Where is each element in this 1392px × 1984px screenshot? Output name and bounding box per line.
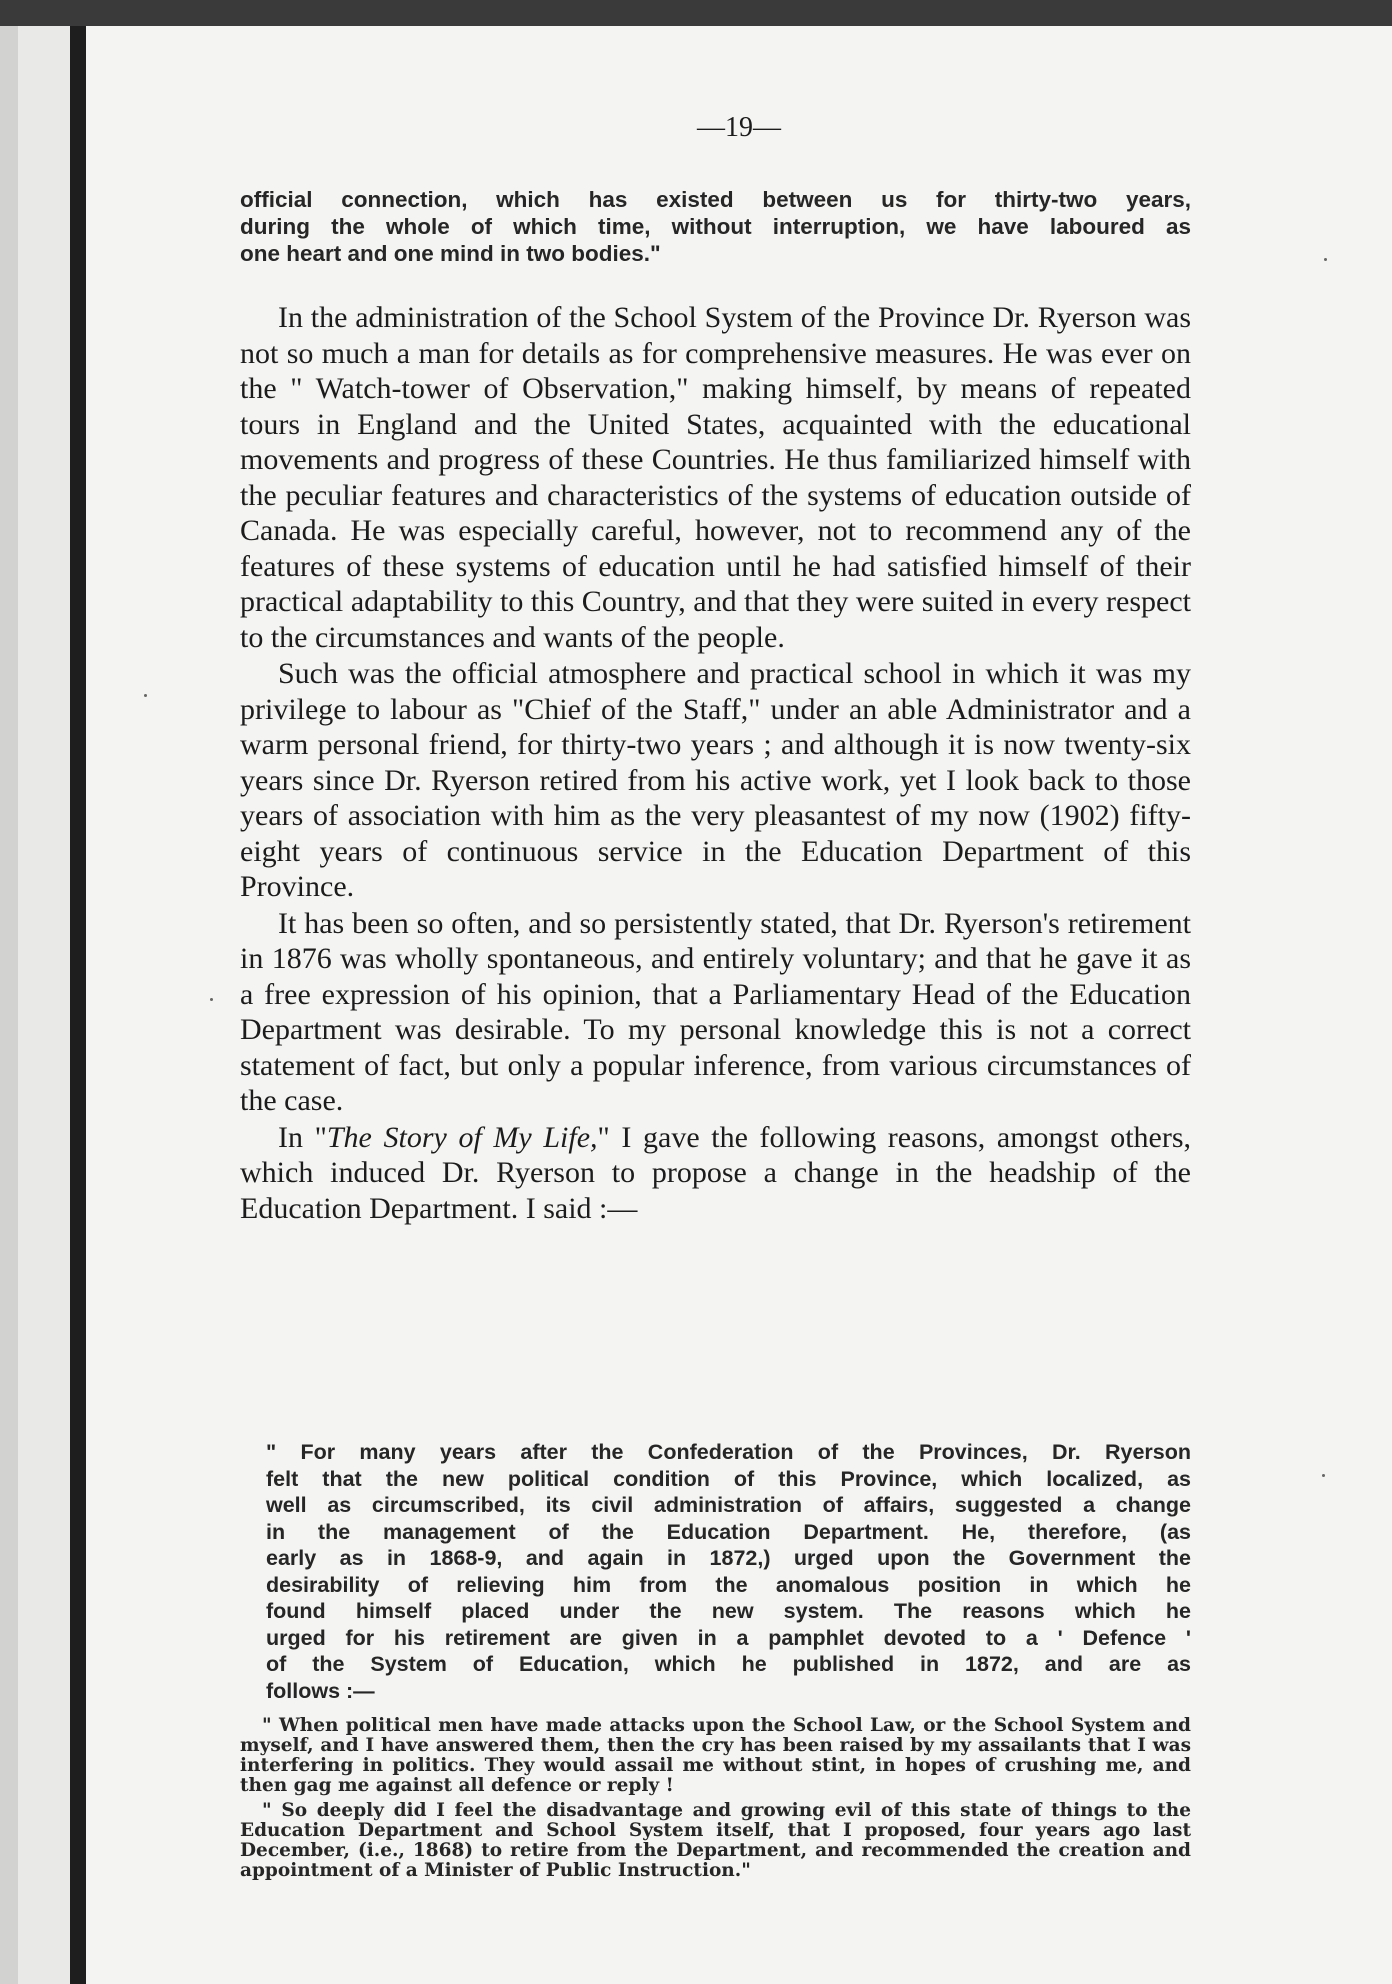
book-gutter [70, 26, 86, 1984]
quote-line: desirability of relieving him from the anomalous position in which he [266, 1572, 1191, 1597]
story-prefix: In " [278, 1120, 327, 1154]
quote-line: well as circumscribed, its civil administration of affairs, suggested a change [266, 1493, 1191, 1517]
quote-line: " For many years after the Confederation of the Provinces, Dr. Ryerson [266, 1440, 1191, 1464]
paper-speck [1322, 1474, 1325, 1477]
nested-quote-paragraph: " When political men have made attacks upon the School Law, or the School System and myself, and I have answered them, then the cry has been raised by my assailants that I was interfering in politics. They would assail me without stint, in hopes of crushing me, and then gag me against all defence or reply ! [240, 1715, 1191, 1796]
paper-speck [210, 998, 213, 1001]
intro-line: one heart and one mind in two bodies." [240, 241, 661, 266]
paper-speck [1324, 258, 1327, 261]
intro-line: official connection, which has existed between us for thirty-two years, [240, 187, 1191, 212]
facing-page-margin [0, 26, 18, 1984]
paragraph-story-of-my-life [240, 1120, 1191, 1227]
paragraph-official-atmosphere: Such was the official atmosphere and practical school in which it was my privilege to labour as "Chief of the Staff," under an able Administrator and a warm personal friend, for thirty-two years ; and although it is now twenty-six years since Dr. Ryerson retired from his active work, yet I look back to those years of association with him as the very pleasantest of my now (1902) fifty-eight years of continuous service in the Education Department of this Province. [240, 657, 1191, 903]
quote-block-1 [240, 1439, 1191, 1704]
story-suffix: " I gave the following reasons, amongst others, which induced Dr. Ryerson to propose a change in the headship of the Education Department. I said :— [240, 1120, 1192, 1225]
quote-line: felt that the new political condition of this Province, which localized, as [266, 1466, 1191, 1491]
quote-block-2 [240, 1716, 1191, 1886]
book-title: The Story of My Life, [326, 1120, 598, 1154]
intro-paragraph [240, 186, 1191, 267]
paper-speck [144, 694, 147, 697]
quote-line: early as in 1868-9, and again in 1872,) urged upon the Government the [266, 1546, 1191, 1570]
quote-line: of the System of Education, which he published in 1872, and are as [266, 1652, 1191, 1676]
page-number: —19— [697, 112, 781, 143]
scan-top-edge [0, 0, 1392, 26]
quote-line: in the management of the Education Department. He, therefore, (as [266, 1519, 1191, 1544]
intro-line: during the whole of which time, without interruption, we have laboured as [240, 214, 1191, 239]
paragraph-retirement: It has been so often, and so persistently stated, that Dr. Ryerson's retirement in 1876 was wholly spontaneous, and entirely voluntary; and that he gave it as a free expression of his opinion, that a Parliamentary Head of the Education Department was desirable. To my personal knowledge this is not a correct statement of fact, but only a popular inference, from various circumstances of the case. [240, 906, 1191, 1117]
quote-line: found himself placed under the new system. The reasons which he [266, 1599, 1191, 1623]
paragraph-administration: In the administration of the School System of the Province Dr. Ryerson was not so much a man for details as for comprehensive measures. He was ever on the " Watch-tower of Observation," making himself, by means of repeated tours in England and the United States, acquainted with the educational movements and progress of these Countries. He thus familiarized himself with the peculiar features and characteristics of the systems of education outside of Canada. He was especially careful, however, not to recommend any of the features of these systems of education until he had satisfied himself of their practical adaptability to this Country, and that they were suited in every respect to the circumstances and wants of the people. [240, 301, 1191, 654]
body-text [240, 300, 1191, 1227]
nested-quote-paragraph: " So deeply did I feel the disadvantage and growing evil of this state of things to the Education Department and School System itself, that I proposed, four years ago last December, (i.e., 1868) to retire from the Department, and recommended the creation and appointment of a Minister of Public Instruction." [240, 1800, 1191, 1881]
quote-line: follows :— [266, 1678, 375, 1703]
quote-line: urged for his retirement are given in a pamphlet devoted to a ' Defence ' [266, 1625, 1191, 1650]
book-page [86, 26, 1392, 1984]
